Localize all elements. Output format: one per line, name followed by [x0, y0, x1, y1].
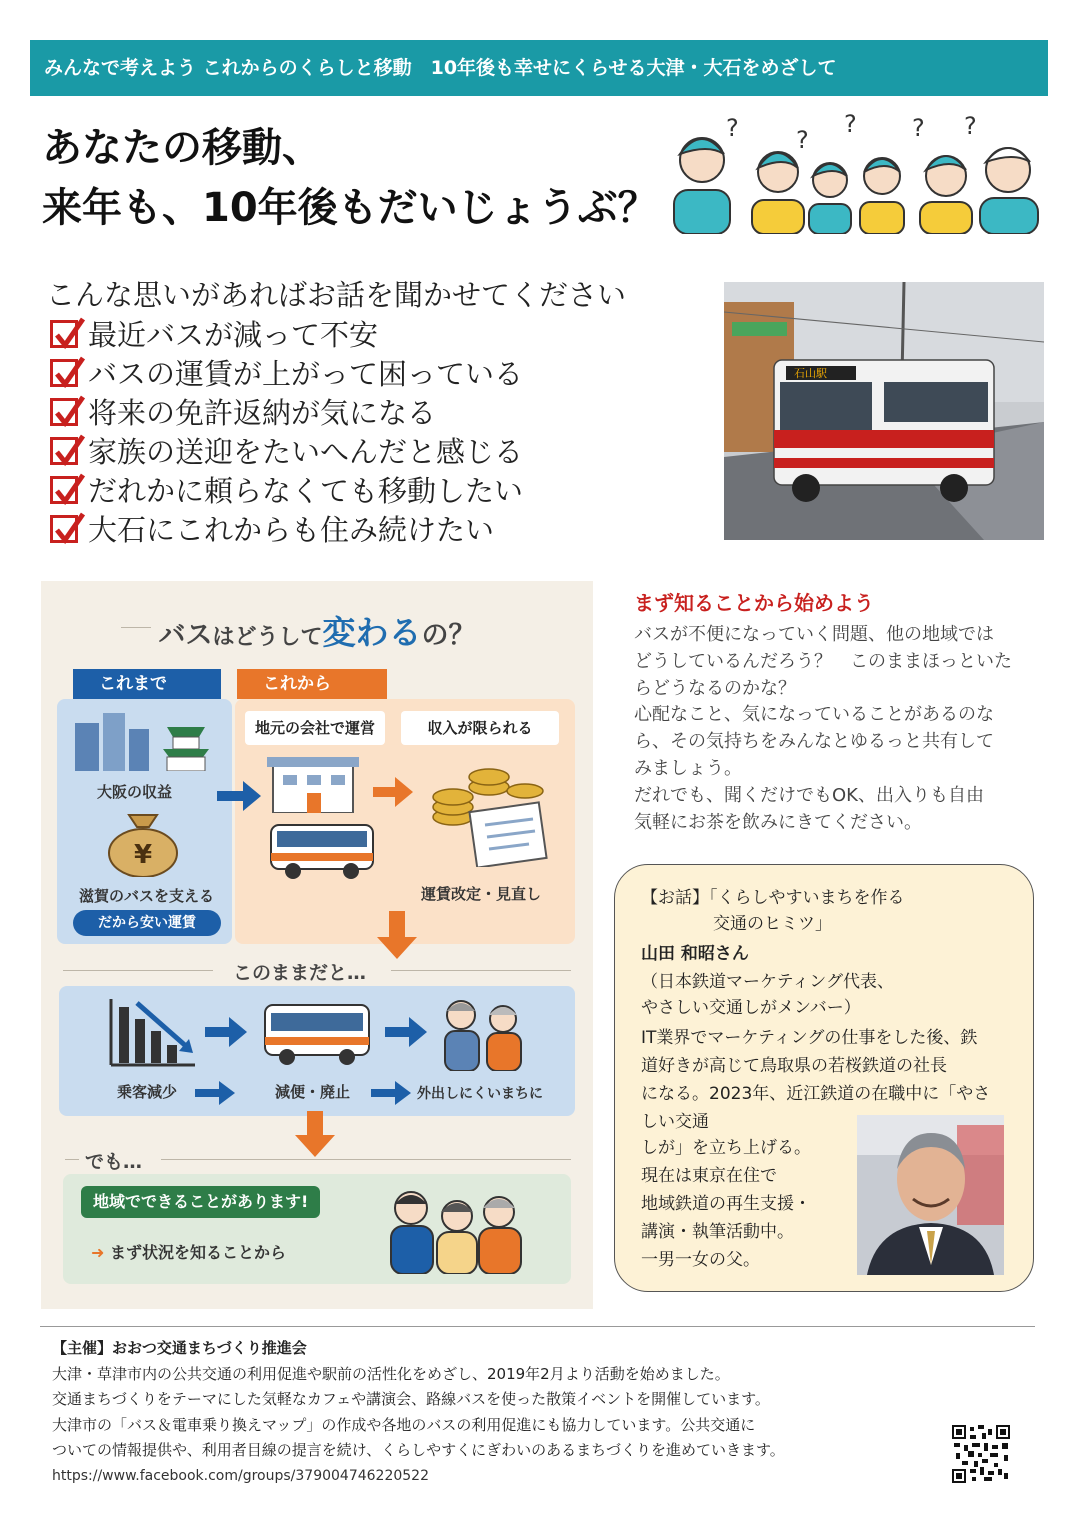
limited-income-label: 収入が限られる: [401, 711, 559, 745]
infographic-title: バスはどうして変わるの？: [158, 613, 476, 652]
checklist-item: 最近バスが減って不安: [50, 314, 523, 353]
organizer-line: 大津市の「バス＆電車乗り換えマップ」の作成や各地のバスの利用促進にも協力しています。公共交通に: [52, 1415, 756, 1434]
community-panel: [63, 1174, 571, 1284]
arrow-right-icon: ➜: [91, 1243, 110, 1262]
check-icon: [50, 515, 78, 543]
speaker-role-1: （日本鉄道マーケティング代表、: [641, 972, 894, 992]
organizer-line: ついての情報提供や、利用者目線の提言を続け、くらしやすくにぎわいのあるまちづくりを進めていきます。: [52, 1441, 785, 1459]
arrow-right-icon: [217, 781, 261, 811]
talk-title-2: 交通のヒミツ」: [713, 914, 832, 934]
speaker-bio-line: 地域鉄道の再生支援・: [641, 1194, 811, 1214]
money-bag-icon: [103, 807, 183, 877]
learn-title: まず知ることから始めよう: [634, 591, 874, 615]
speaker-bio-line: しが」を立ち上げる。: [641, 1138, 811, 1158]
learn-body: バスが不便になっていく問題、他の地域では どうしているんだろう？ このままほっといた らどうなるのかな？ 心配なこと、気になっていることがあるのな ら、その気持ちをみんなとゆるっと共有して みましょう。 だれでも、聞くだけでもOK、出入りも自由 気軽にお茶を飲みにきてください。: [634, 624, 1012, 833]
but-heading: でも…: [85, 1151, 143, 1173]
concern-checklist: [50, 314, 523, 548]
svg-text:?: ?: [912, 114, 925, 142]
talk-info-box: [614, 864, 1034, 1292]
speaker-photo: [857, 1115, 1004, 1275]
local-company-label: 地元の会社で運営: [245, 711, 385, 745]
worried-people-illustration: [668, 108, 1048, 234]
headline-line-2: 来年も、10年後もだいじょうぶ？: [42, 185, 658, 231]
bus-icon: [267, 821, 377, 881]
checklist-item: バスの運賃が上がって困っている: [50, 353, 523, 392]
ridership-down-label: 乗客減少: [117, 1083, 178, 1101]
fare-revision-label: 運賃改定・見直し: [421, 885, 542, 903]
organizer-title: 【主催】おおつ交通まちづくり推進会: [52, 1339, 307, 1357]
service-cut-label: 減便・廃止: [275, 1083, 351, 1101]
speaker-name: 山田 和昭さん: [641, 944, 749, 964]
bus-infographic: [41, 581, 593, 1309]
svg-text:?: ?: [796, 126, 809, 154]
intro-text: こんな思いがあればお話を聞かせてください: [46, 278, 627, 312]
facebook-url-link[interactable]: https://www.facebook.com/groups/379004746220522: [52, 1467, 429, 1484]
bus-photo: [724, 282, 1044, 540]
checklist-item: 将来の免許返納が気になる: [50, 392, 523, 431]
checklist-item: 大石にこれからも住み続けたい: [50, 509, 523, 548]
qr-code[interactable]: [952, 1425, 1010, 1483]
svg-text:?: ?: [726, 114, 739, 142]
hard-to-go-out-label: 外出しにくいまちに: [417, 1086, 543, 1102]
speaker-bio-line: 講演・執筆活動中。: [641, 1222, 794, 1242]
tag-before: これまで: [73, 669, 221, 699]
people-talking-icon: [381, 1182, 531, 1274]
headline: [42, 118, 658, 238]
supports-label: 滋賀のバスを支える: [79, 887, 215, 905]
bus-icon: [261, 1001, 373, 1067]
check-icon: [50, 398, 78, 426]
speaker-bio-line: しい交通: [641, 1112, 709, 1132]
learn-section: [634, 588, 1054, 836]
header-banner: [30, 40, 1048, 96]
speaker-bio-line: 道好きが高じて鳥取県の若桜鉄道の社長: [641, 1056, 947, 1076]
arrow-right-icon: [385, 1017, 427, 1047]
check-icon: [50, 320, 78, 348]
check-icon: [50, 437, 78, 465]
city-skyline-icon: [75, 713, 221, 771]
speaker-bio-line: 現在は東京在住で: [641, 1166, 777, 1186]
arrow-right-icon: [195, 1081, 235, 1105]
cheap-fare-pill: だから安い運賃: [73, 910, 221, 936]
organizer-line: 大津・草津市内の公共交通の利用促進や駅前の活性化をめざし、2019年2月より活動を始めました。: [52, 1364, 730, 1383]
talk-title-1: 【お話】「くらしやすいまちを作る: [641, 888, 905, 908]
bus-destination-sign: 石山駅: [794, 367, 827, 380]
arrow-right-icon: [205, 1017, 247, 1047]
check-icon: [50, 476, 78, 504]
community-can-bubble: 地域でできることがあります!: [81, 1186, 320, 1218]
speaker-bio-line: 一男一女の父。: [641, 1250, 760, 1270]
organizer-line: 交通まちづくりをテーマにした気軽なカフェや講演会、路線バスを使った散策イベントを開催しています。: [52, 1390, 770, 1408]
svg-text:?: ?: [844, 110, 857, 138]
headline-line-1: あなたの移動、: [42, 125, 322, 171]
tag-after: これから: [237, 669, 387, 699]
office-building-icon: [263, 753, 363, 813]
coins-document-icon: [429, 757, 559, 867]
banner-text: みんなで考えよう これからのくらしと移動 10年後も幸せにくらせる大津・大石をめざして: [44, 57, 837, 79]
first-know-label: ➜ まず状況を知ることから: [91, 1243, 286, 1262]
elderly-couple-icon: [433, 993, 531, 1071]
checklist-item: だれかに頼らなくても移動したい: [50, 470, 523, 509]
if-continues-heading: このままだと…: [233, 962, 367, 984]
organizer-section: [52, 1336, 785, 1489]
arrow-right-icon: [371, 1081, 411, 1105]
svg-text:¥: ¥: [133, 840, 153, 870]
svg-text:?: ?: [964, 112, 977, 140]
osaka-profit-label: 大阪の収益: [97, 783, 173, 801]
arrow-right-icon: [373, 777, 413, 807]
declining-chart-icon: [107, 997, 197, 1067]
arrow-down-icon: [377, 911, 417, 959]
footer-divider: [40, 1326, 1035, 1327]
speaker-bio-line: IT業界でマーケティングの仕事をした後、鉄: [641, 1028, 978, 1048]
speaker-bio-line: になる。2023年、近江鉄道の在職中に「やさ: [641, 1084, 991, 1104]
arrow-down-icon: [295, 1111, 335, 1157]
check-icon: [50, 359, 78, 387]
checklist-item: 家族の送迎をたいへんだと感じる: [50, 431, 523, 470]
speaker-role-2: やさしい交通しがメンバー）: [641, 998, 861, 1018]
